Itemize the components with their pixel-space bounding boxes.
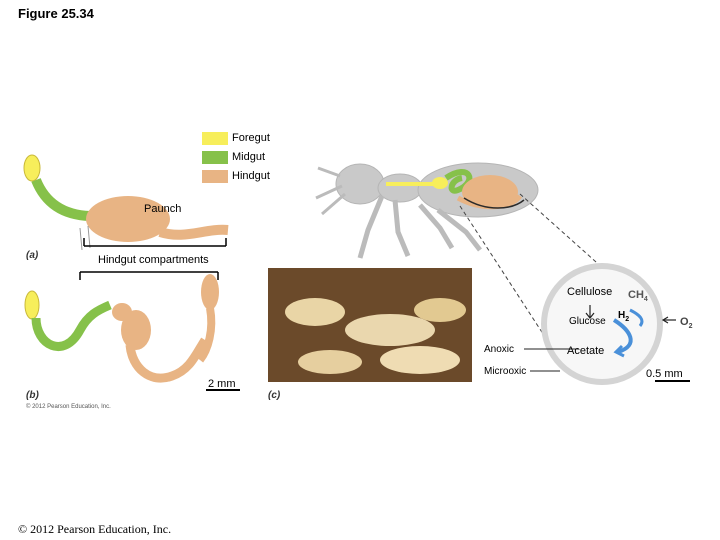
- hindgut-swatch: [202, 170, 228, 183]
- legend-label-hindgut: Hindgut: [232, 170, 270, 182]
- glucose-label: Glucose: [569, 316, 606, 327]
- legend-item-foregut: [202, 132, 282, 146]
- o2-label: $O_2$: [680, 316, 693, 331]
- legend-label-midgut: Midgut: [232, 151, 266, 163]
- panel-c-letter: (c): [268, 390, 281, 401]
- termite-photo: [268, 268, 472, 382]
- paunch-label: Paunch: [144, 203, 182, 215]
- panel-b-letter: (b): [26, 390, 39, 401]
- legend-label-foregut: Foregut: [232, 132, 270, 144]
- panel-a-letter: (a): [26, 250, 39, 261]
- panel-credit: © 2012 Pearson Education, Inc.: [26, 404, 111, 410]
- gut-a: [24, 155, 228, 250]
- figure-title: Figure 25.34: [18, 6, 94, 21]
- ch4-label: $CH_4$: [628, 289, 648, 304]
- microoxic-label: Microoxic: [484, 366, 527, 377]
- copyright: © 2012 Pearson Education, Inc.: [18, 522, 172, 536]
- h2-label: $H_2$: [618, 310, 630, 323]
- acetate-label: Acetate: [567, 345, 605, 357]
- midgut-swatch: [202, 151, 228, 164]
- termite-body: [316, 163, 538, 258]
- scale-0-5mm-label: 0.5 mm: [646, 368, 683, 380]
- legend-item-midgut: [202, 151, 282, 165]
- foregut-swatch: [202, 132, 228, 145]
- legend-item-hindgut: [202, 170, 282, 184]
- gut-b: [25, 274, 219, 378]
- anoxic-label: Anoxic: [484, 344, 515, 355]
- cellulose-label: Cellulose: [567, 286, 613, 298]
- hindgut-compartments-label: Hindgut compartments: [98, 254, 209, 266]
- scale-2mm-label: 2 mm: [208, 378, 236, 390]
